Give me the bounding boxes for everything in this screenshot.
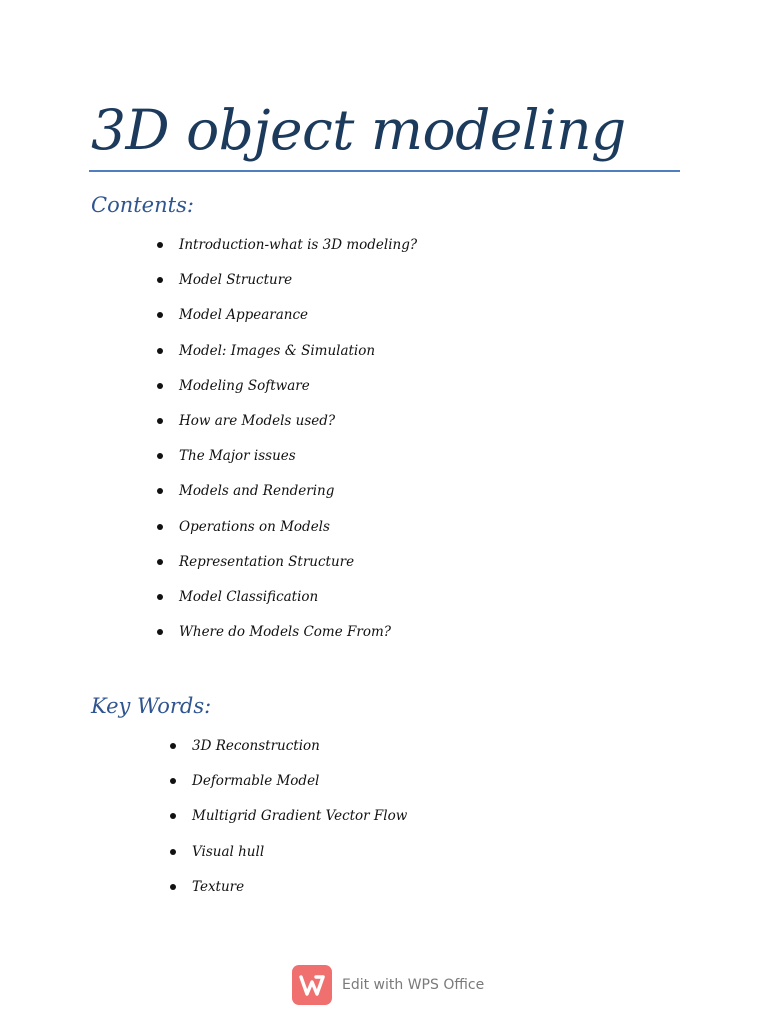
keyword-item	[192, 770, 407, 805]
wps-office-logo-icon[interactable]	[292, 965, 332, 1005]
contents-item-text: Model: Images & Simulation	[179, 342, 376, 359]
document-title: 3D object modeling	[91, 98, 626, 162]
keyword-item-text: Visual hull	[192, 843, 265, 860]
keywords-heading: Key Words:	[91, 694, 212, 718]
keyword-item-text: Deformable Model	[192, 773, 320, 790]
contents-item	[179, 375, 417, 410]
bullet-icon	[157, 488, 163, 494]
keyword-item-text: Multigrid Gradient Vector Flow	[192, 808, 408, 825]
bullet-icon	[170, 743, 176, 749]
contents-item-text: Modeling Software	[179, 377, 310, 394]
contents-item-text: Operations on Models	[179, 518, 330, 535]
contents-item-text: Model Appearance	[179, 307, 309, 324]
bullet-icon	[157, 594, 163, 600]
contents-item	[179, 621, 417, 656]
bullet-icon	[157, 418, 163, 424]
contents-item	[179, 410, 417, 445]
keyword-item	[192, 735, 407, 770]
contents-item-text: The Major issues	[179, 448, 296, 465]
contents-item	[179, 551, 417, 586]
keyword-item	[192, 876, 407, 911]
keywords-list	[192, 735, 407, 911]
contents-item-text: How are Models used?	[179, 412, 336, 429]
bullet-icon	[157, 348, 163, 354]
bullet-icon	[157, 312, 163, 318]
bullet-icon	[157, 277, 163, 283]
contents-item-text: Model Structure	[179, 272, 293, 289]
bullet-icon	[157, 383, 163, 389]
bullet-icon	[157, 559, 163, 565]
contents-list	[179, 234, 417, 656]
keyword-item	[192, 805, 407, 840]
contents-item-text: Where do Models Come From?	[179, 624, 391, 641]
wps-w-mark-icon	[292, 965, 332, 1005]
contents-item	[179, 340, 417, 375]
title-underline-divider	[89, 170, 680, 172]
keyword-item	[192, 841, 407, 876]
keyword-item-text: 3D Reconstruction	[192, 738, 320, 754]
bullet-icon	[170, 884, 176, 890]
contents-item-text: Models and Rendering	[179, 483, 335, 500]
contents-item-text: Introduction-what is 3D modeling?	[179, 237, 418, 253]
contents-item	[179, 234, 417, 269]
contents-item	[179, 480, 417, 515]
contents-item	[179, 516, 417, 551]
bullet-icon	[170, 849, 176, 855]
contents-item	[179, 586, 417, 621]
bullet-icon	[170, 778, 176, 784]
keyword-item-text: Texture	[192, 878, 245, 895]
contents-heading: Contents:	[91, 193, 194, 217]
contents-item	[179, 304, 417, 339]
contents-item	[179, 445, 417, 480]
bullet-icon	[157, 524, 163, 530]
bullet-icon	[157, 453, 163, 459]
bullet-icon	[157, 629, 163, 635]
contents-item	[179, 269, 417, 304]
bullet-icon	[157, 242, 163, 248]
edit-with-wps-link[interactable]: Edit with WPS Office	[342, 977, 485, 993]
contents-item-text: Model Classification	[179, 588, 319, 605]
bullet-icon	[170, 813, 176, 819]
contents-item-text: Representation Structure	[179, 553, 355, 570]
